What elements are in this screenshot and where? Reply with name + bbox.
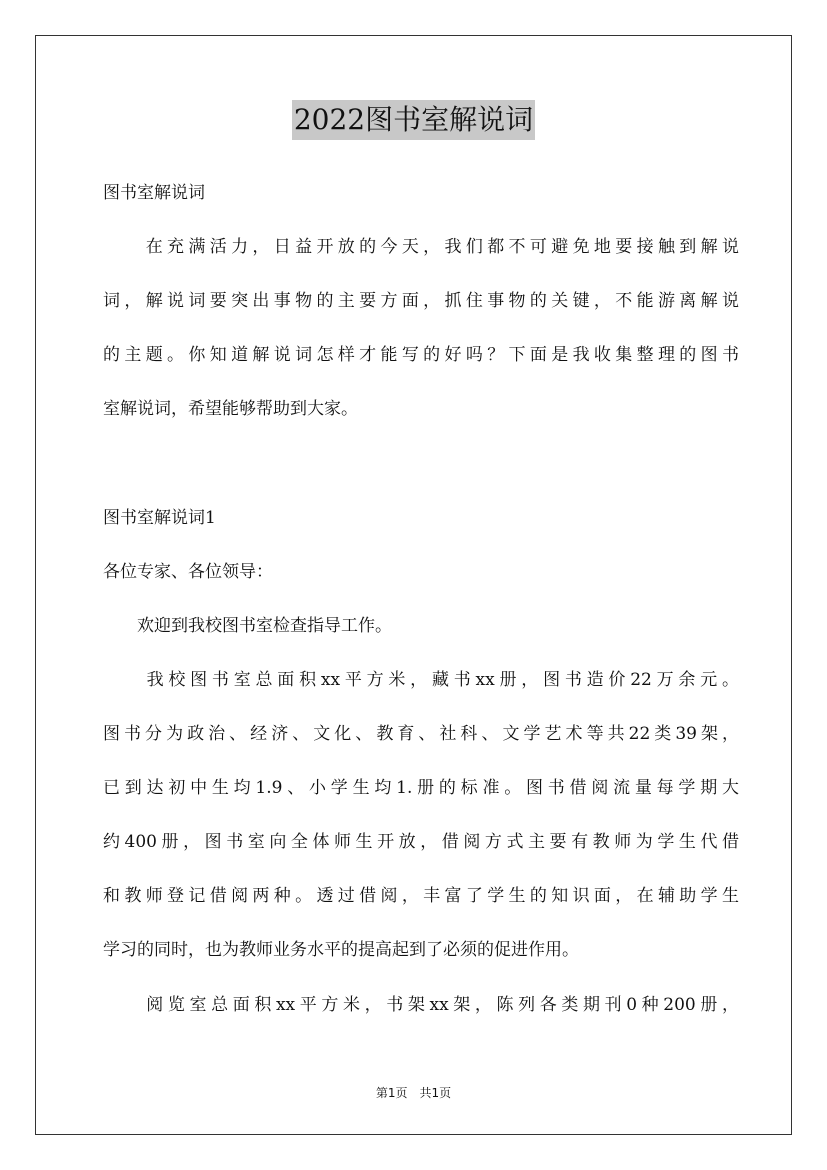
page-footer: 第1页 共1页: [375, 1086, 452, 1100]
paragraph-line: 室解说词，希望能够帮助到大家。: [103, 399, 358, 419]
paragraph-line: 词，解说词要突出事物的主要方面，抓住事物的关键，不能游离解说: [103, 291, 739, 311]
salutation-line: 各位专家、各位领导：: [103, 562, 273, 582]
paragraph-line: 和教师登记借阅两种。透过借阅，丰富了学生的知识面，在辅助学生: [103, 886, 739, 906]
paragraph-line: 在充满活力，日益开放的今天，我们都不可避免地要接触到解说: [103, 237, 739, 257]
document-title: 2022图书室解说词: [292, 100, 535, 140]
paragraph-line: 我校图书室总面积xx平方米，藏书xx册，图书造价22万余元。: [103, 670, 739, 690]
paragraph-line: 约400册，图书室向全体师生开放，借阅方式主要有教师为学生代借: [103, 832, 739, 852]
paragraph-line: 阅览室总面积xx平方米，书架xx架，陈列各类期刊0种200册，: [103, 995, 739, 1015]
paragraph-line: 已到达初中生均1.9、小学生均1.册的标准。图书借阅流量每学期大: [103, 778, 739, 798]
paragraph-line: 图书分为政治、经济、文化、教育、社科、文学艺术等共22类39架，: [103, 724, 739, 744]
section-heading: 图书室解说词1: [103, 508, 216, 528]
paragraph-line: 欢迎到我校图书室检查指导工作。: [103, 616, 392, 636]
section-heading: 图书室解说词: [103, 183, 205, 203]
paragraph-line: 的主题。你知道解说词怎样才能写的好吗？下面是我收集整理的图书: [103, 345, 739, 365]
title-container: [0, 100, 827, 140]
paragraph-line: 学习的同时，也为教师业务水平的提高起到了必须的促进作用。: [103, 940, 579, 960]
